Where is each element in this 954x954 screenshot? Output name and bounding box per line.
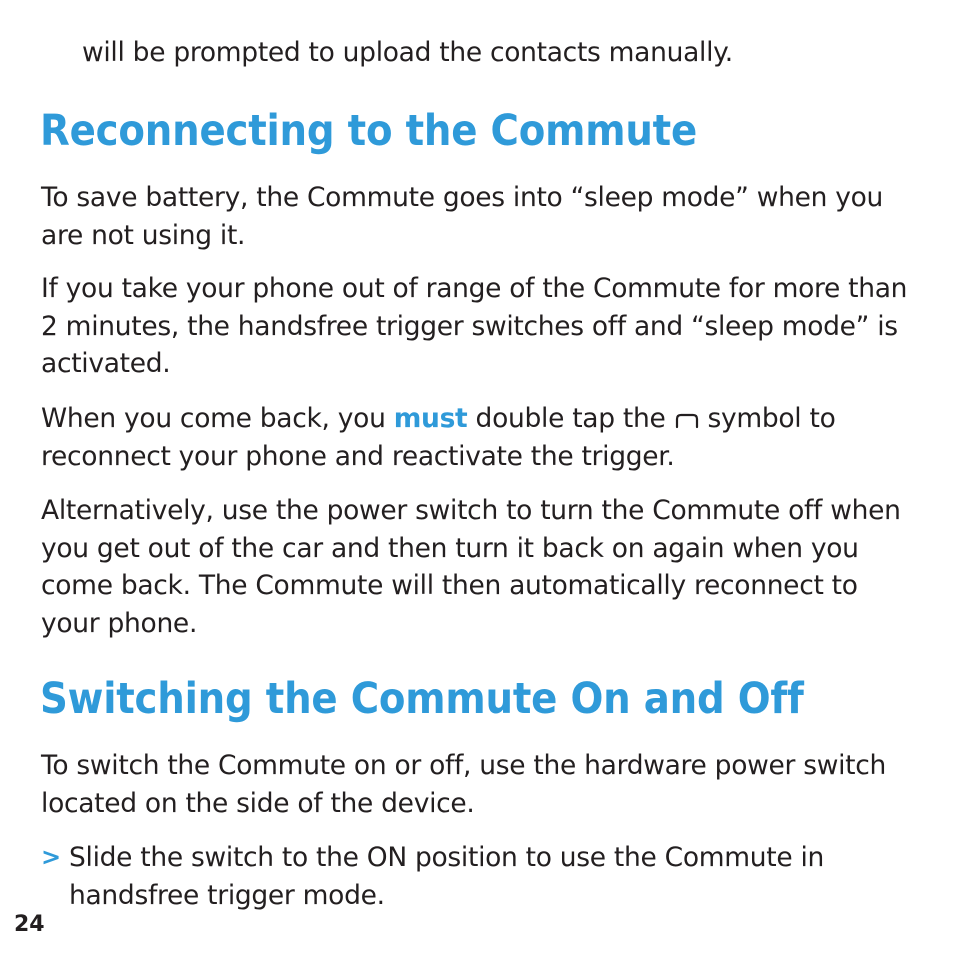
phone-handset-icon bbox=[675, 413, 699, 429]
paragraph-out-of-range: If you take your phone out of range of the Commute for more than 2 minutes, the handsfree trigger switches off and “sleep mode” is activated. bbox=[41, 273, 908, 379]
paragraph-sleep-mode: To save battery, the Commute goes into “sleep mode” when you are not using it. bbox=[41, 182, 884, 251]
double-tap-text-end: symbol to reconnect your phone and reactivate the trigger. bbox=[41, 403, 836, 472]
section-heading-switching: Switching the Commute On and Off bbox=[40, 674, 804, 724]
double-tap-text-middle: double tap the bbox=[467, 403, 666, 434]
bullet-slide-switch: Slide the switch to the ON position to use the Commute in handsfree trigger mode. bbox=[69, 842, 825, 911]
section-heading-reconnecting: Reconnecting to the Commute bbox=[40, 106, 698, 156]
double-tap-text-start: When you come back, you bbox=[41, 403, 394, 434]
paragraph-power-switch: Alternatively, use the power switch to turn the Commute off when you get out of the car and then turn it back on again when you come back. The Commute will then automatically reconnect to your phone. bbox=[41, 495, 901, 639]
paragraph-switch-on-off: To switch the Commute on or off, use the hardware power switch located on the side of the device. bbox=[41, 750, 887, 819]
paragraph-double-tap bbox=[41, 400, 921, 475]
continuation-text: will be prompted to upload the contacts manually. bbox=[82, 37, 733, 68]
must-emphasis: must bbox=[393, 403, 468, 434]
bullet-arrow-marker: > bbox=[41, 843, 62, 871]
page-number: 24 bbox=[14, 912, 45, 937]
